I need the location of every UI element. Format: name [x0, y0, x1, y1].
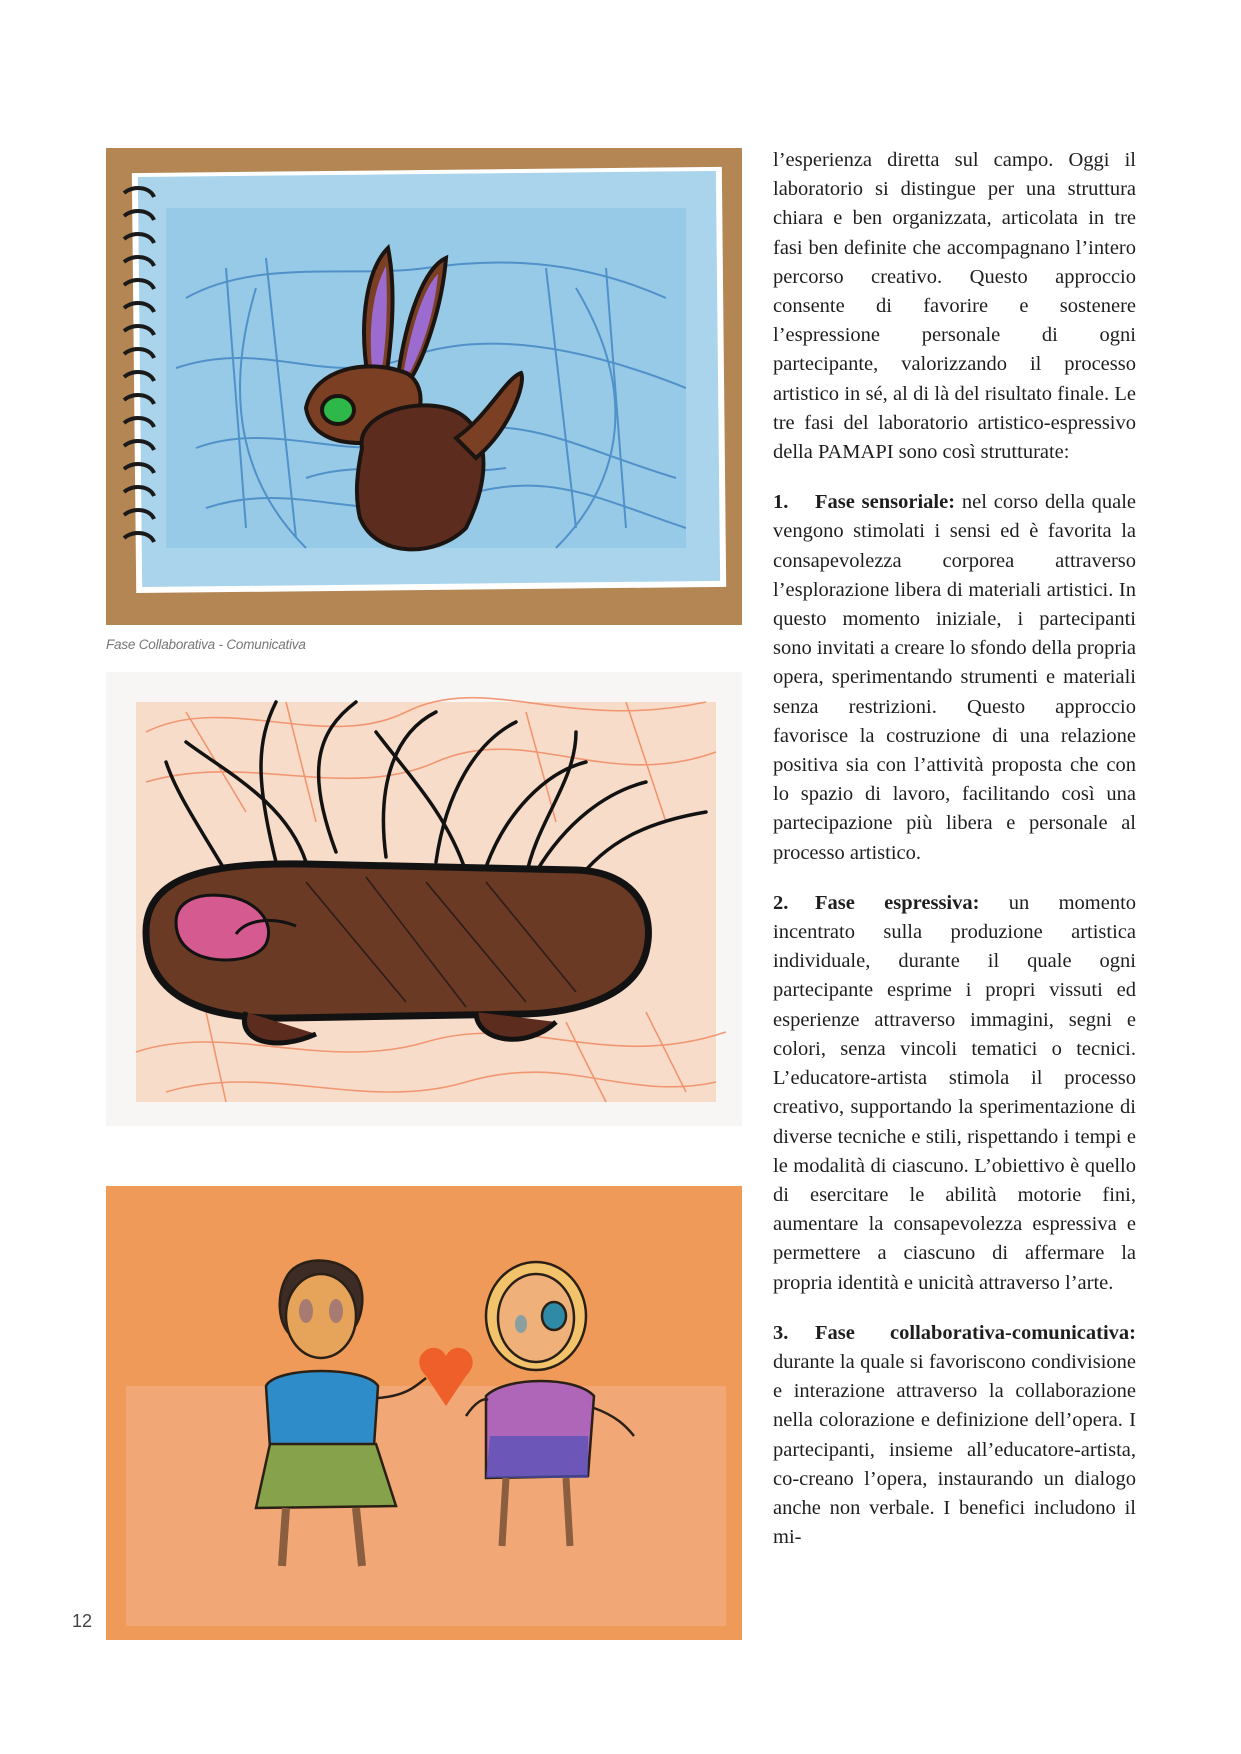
children-drawing-photo [106, 1186, 742, 1640]
rabbit-drawing-photo [106, 148, 742, 625]
hedgehog-drawing-photo [106, 672, 742, 1126]
page-number: 12 [72, 1611, 93, 1631]
phase-number: 2. [773, 891, 789, 914]
phase-title: Fase sensoriale: [815, 491, 956, 514]
phase-title: Fase collaborativa-comunicativa: [815, 1321, 1136, 1344]
phase-number: 3. [773, 1321, 789, 1344]
phase-body: un momento incentrato sulla produzione artistica individuale, durante il quale ogni partecipante esprime i propri vissuti ed esperienze attraverso immagini, segni e colori, senza vincoli tematici o tecnici. L’educatore-artista stimola il processo creativo, supportando la sperimentazione di diverse tecniche e stili, rispettando i tempi e le modalità di ciascuno. L’obiettivo è quello di esercitare le abilità motorie fini, aumentare la consapevolezza espressiva e permettere a ciascuno di affermare la propria identità e unicità attraverso l’arte. [773, 891, 1137, 1294]
phase-item-2 [773, 889, 1136, 1298]
phase-number: 1. [773, 491, 789, 514]
intro-paragraph: l’esperienza diretta sul campo. Oggi il laboratorio si distingue per una struttura chiara e ben organizzata, articolata in tre fasi ben definite che accompagnano l’intero percorso creativo. Questo approccio consente di favorire e sostenere l’espressione personale di ogni partecipante, valorizzando il processo artistico in sé, al di là del risultato finale. Le tre fasi del laboratorio artistico-espressivo della PAMAPI sono così strutturate: [773, 149, 1136, 464]
phase-item-3 [773, 1319, 1136, 1553]
phase-body: durante la quale si favoriscono condivisione e interazione attraverso la collaborazione nella colorazione e definizione dell’opera. I partecipanti, insieme all’educatore-artista, co-creano l’opera, instaurando un dialogo anche non verbale. I benefici includono il mi- [773, 1350, 1136, 1549]
figure-caption: Fase Collaborativa - Comunicativa [106, 637, 306, 652]
phase-body: nel corso della quale vengono stimolati i sensi ed è favorita la consapevolezza corporea attraverso l’esplorazione libera di materiali artistici. In questo momento iniziale, i partecipanti sono invitati a creare lo sfondo della propria opera, sperimentando strumenti e materiali senza restrizioni. Questo approccio favorisce la costruzione di una relazione positiva sia con l’attività proposta che con lo spazio di lavoro, facilitando così una partecipazione più libera e personale al processo artistico. [773, 491, 1137, 864]
phase-item-1 [773, 488, 1136, 868]
phase-title: Fase espressiva: [815, 891, 980, 914]
body-text-column [773, 146, 1136, 1573]
